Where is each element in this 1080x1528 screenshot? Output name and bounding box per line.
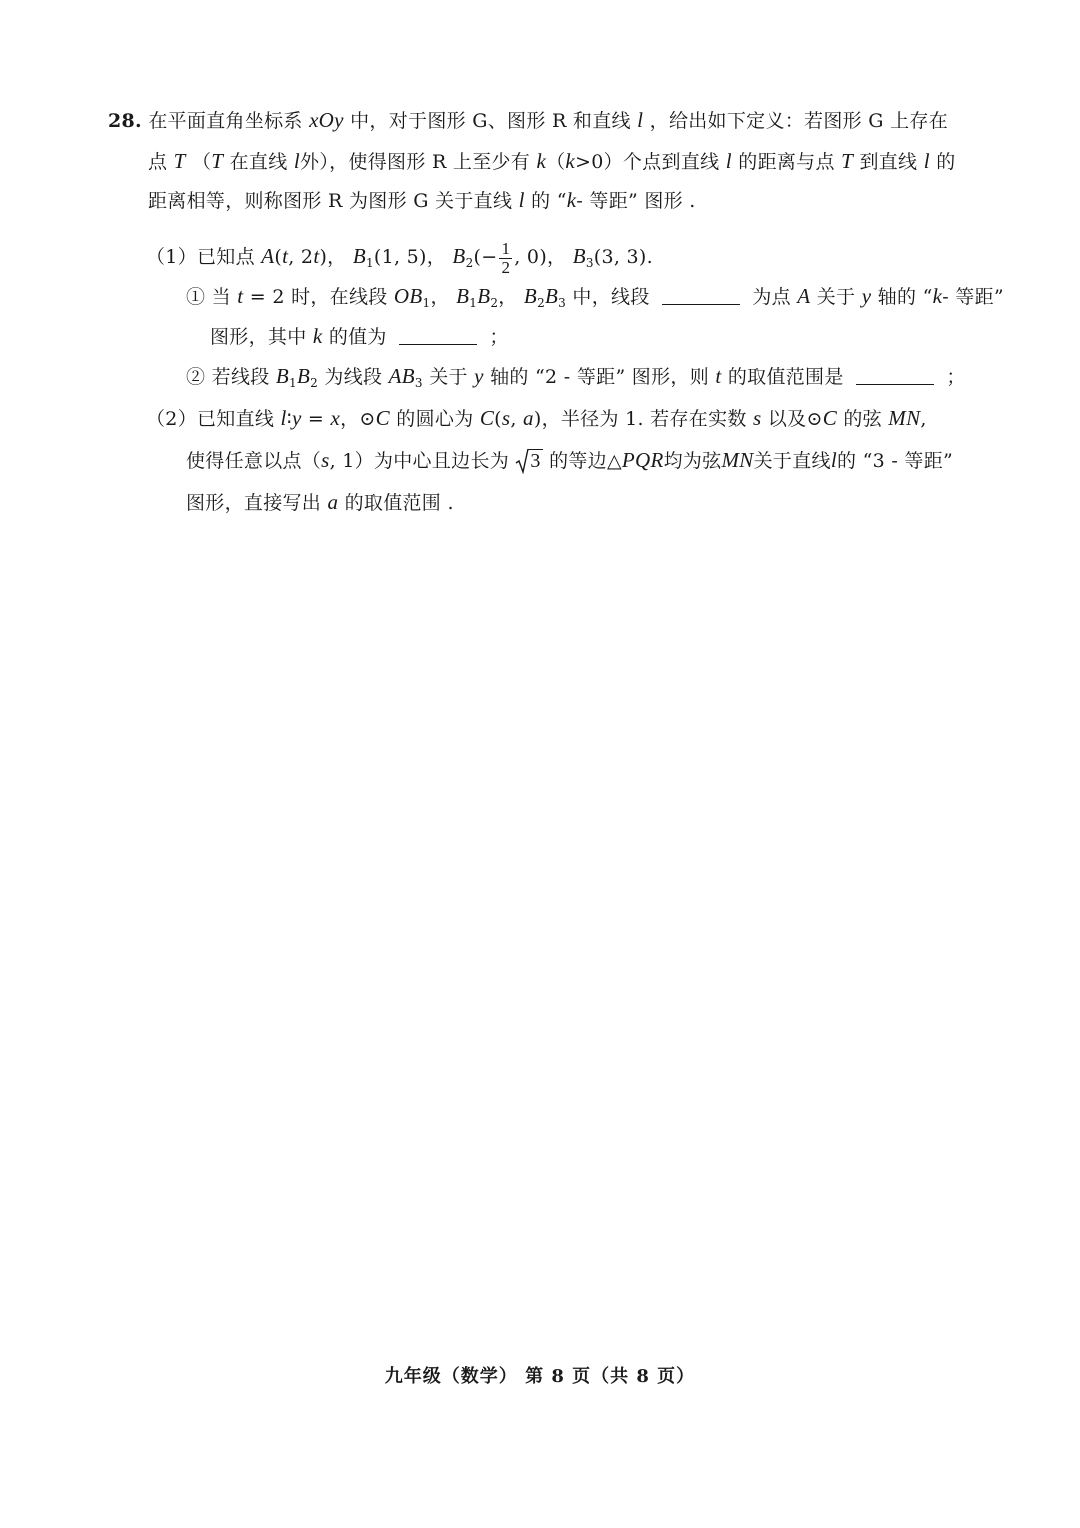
text: 均为弦 xyxy=(663,450,722,472)
sub-question-1-line-2 xyxy=(210,324,509,349)
math-var: x xyxy=(330,406,341,430)
math-var: a xyxy=(523,406,534,430)
text: , 1）为中心且边长为 xyxy=(329,450,510,472)
math-var: s xyxy=(321,448,330,472)
text: , 2 xyxy=(288,246,314,268)
text: (1, 5)， xyxy=(373,246,447,268)
text: = 2 时，在线段 xyxy=(249,286,388,308)
math-var: s xyxy=(753,406,762,430)
text: 关于 xyxy=(816,286,856,308)
text: 在平面直角坐标系 xyxy=(148,110,303,132)
math-var: l xyxy=(725,149,732,173)
text: ，⊙ xyxy=(340,408,376,430)
text: 的弦 xyxy=(843,408,882,430)
fraction-denominator: 2 xyxy=(501,257,511,277)
math-var: t xyxy=(237,284,244,308)
text: 的取值范围 . xyxy=(344,492,454,514)
math-var: l xyxy=(923,149,930,173)
math-var: T xyxy=(841,149,854,173)
subscript: 2 xyxy=(310,376,319,390)
text: ∶ xyxy=(286,408,292,430)
subscript: 3 xyxy=(558,296,567,310)
text: (− xyxy=(473,246,498,268)
question-number: 28. xyxy=(108,110,142,132)
text: 为点 xyxy=(752,286,791,308)
text: 的圆心为 xyxy=(396,408,474,430)
text: - 等距” xyxy=(942,286,1004,308)
text: = xyxy=(307,408,325,430)
text: , xyxy=(510,408,517,430)
subscript: 1 xyxy=(422,296,431,310)
subscript: 3 xyxy=(414,376,423,390)
math-var: MN xyxy=(721,448,754,472)
math-var: l xyxy=(637,108,644,132)
subscript: 2 xyxy=(465,256,474,270)
text: 的距离与点 xyxy=(738,151,835,173)
text: 中，线段 xyxy=(572,286,650,308)
math-var: y xyxy=(861,284,872,308)
question-intro-line-1 xyxy=(108,108,948,133)
math-var: k xyxy=(932,284,943,308)
math-var: l xyxy=(280,406,287,430)
answer-blank-k-value[interactable] xyxy=(399,324,477,345)
math-var: C xyxy=(479,406,495,430)
text: )， xyxy=(319,246,347,268)
math-var: B xyxy=(452,244,466,268)
text: ， xyxy=(430,286,450,308)
text: ( xyxy=(494,408,502,430)
math-var: OB xyxy=(393,284,423,308)
text: )，半径为 1. 若存在实数 xyxy=(533,408,747,430)
part-2-line-1 xyxy=(146,406,927,431)
text: ， xyxy=(498,286,518,308)
math-var: k xyxy=(566,188,577,212)
fraction-one-half xyxy=(499,240,512,277)
math-var: B xyxy=(523,284,538,308)
text: ② 若线段 xyxy=(186,366,270,388)
math-var: s xyxy=(501,406,511,430)
math-var: t xyxy=(282,244,289,268)
text: ( xyxy=(274,246,283,268)
math-var: t xyxy=(313,244,320,268)
part-2-line-3 xyxy=(186,490,454,515)
math-var: A xyxy=(261,244,275,268)
text: - 等距” 图形 . xyxy=(576,190,696,212)
text: 以及⊙ xyxy=(767,408,823,430)
math-var: a xyxy=(327,490,339,514)
text: 的 “3 - 等距” xyxy=(836,450,954,472)
text: 使得任意以点（ xyxy=(186,450,322,472)
math-var: B xyxy=(352,244,366,268)
part-2-line-2 xyxy=(186,448,953,473)
text: （ xyxy=(546,151,566,173)
math-var: B xyxy=(275,364,290,388)
question-intro-line-3 xyxy=(148,188,696,213)
radical-sign-icon xyxy=(515,448,529,474)
question-intro-line-2 xyxy=(148,149,956,174)
text: 在直线 xyxy=(229,151,288,173)
subscript: 2 xyxy=(490,296,499,310)
text: (3, 3). xyxy=(593,246,653,268)
math-var: C xyxy=(822,406,837,430)
math-var: C xyxy=(375,406,390,430)
text: （1）已知点 xyxy=(146,246,255,268)
sub-question-1-line-1 xyxy=(186,284,1004,309)
text: 外），使得图形 R 上至少有 xyxy=(300,151,531,173)
text: ，给出如下定义：若图形 G 上存在 xyxy=(649,110,949,132)
text: 中，对于图形 G、图形 R 和直线 xyxy=(350,110,631,132)
answer-blank-segment[interactable] xyxy=(662,284,740,305)
square-root-3 xyxy=(515,449,542,473)
math-var: y xyxy=(291,406,302,430)
math-var: B xyxy=(545,284,559,308)
subscript: 1 xyxy=(469,296,478,310)
text: （2）已知直线 xyxy=(146,408,275,430)
math-var: B xyxy=(456,284,470,308)
math-var: xOy xyxy=(309,108,344,132)
subscript: 2 xyxy=(537,296,545,310)
text: , 0)， xyxy=(514,246,567,268)
math-var: T xyxy=(173,149,186,173)
math-var: B xyxy=(572,244,586,268)
text: 的 xyxy=(936,151,956,173)
text: （ xyxy=(191,151,212,173)
text: 轴的 “ xyxy=(877,286,933,308)
math-var: AB xyxy=(388,364,415,388)
text: 距离相等，则称图形 R 为图形 G 关于直线 xyxy=(148,190,513,212)
math-var: B xyxy=(477,284,491,308)
text: ① 当 xyxy=(186,286,231,308)
math-var: PQR xyxy=(621,448,664,472)
text: 轴的 “2 - 等距” 图形，则 xyxy=(490,366,710,388)
math-var: k xyxy=(536,149,547,173)
answer-blank-t-range[interactable] xyxy=(856,364,934,385)
text: 到直线 xyxy=(859,151,918,173)
text: 点 xyxy=(148,151,168,173)
text: 关于 xyxy=(429,366,468,388)
text: 的等边△ xyxy=(549,450,622,472)
text: 关于直线 xyxy=(753,450,831,472)
math-var: B xyxy=(296,364,311,388)
math-var: l xyxy=(830,448,837,472)
text: ； xyxy=(489,326,509,348)
text: 为线段 xyxy=(324,366,383,388)
math-var: y xyxy=(474,364,484,388)
math-var: l xyxy=(518,188,525,212)
text: 的取值范围是 xyxy=(727,366,844,388)
math-var: T xyxy=(211,149,224,173)
math-var: l xyxy=(293,149,301,173)
part-1-line xyxy=(146,236,653,277)
subscript: 3 xyxy=(585,256,594,270)
subscript: 1 xyxy=(365,256,374,270)
text: >0）个点到直线 xyxy=(575,151,720,173)
text: 图形，直接写出 xyxy=(186,492,322,514)
text: 的值为 xyxy=(328,326,387,348)
sub-question-2-line xyxy=(186,364,966,389)
radicand: 3 xyxy=(530,450,541,472)
text: ； xyxy=(946,366,966,388)
text: , xyxy=(920,408,927,430)
math-var: t xyxy=(715,364,722,388)
math-var: k xyxy=(312,324,323,348)
text: 的 “ xyxy=(531,190,567,212)
math-var: A xyxy=(797,284,811,308)
text: 图形，其中 xyxy=(210,326,307,348)
subscript: 1 xyxy=(289,376,297,390)
math-var: k xyxy=(565,149,576,173)
math-var: MN xyxy=(888,406,921,430)
fraction-numerator: 1 xyxy=(501,238,511,258)
page-footer: 九年级（数学） 第 8 页（共 8 页） xyxy=(384,1366,696,1387)
